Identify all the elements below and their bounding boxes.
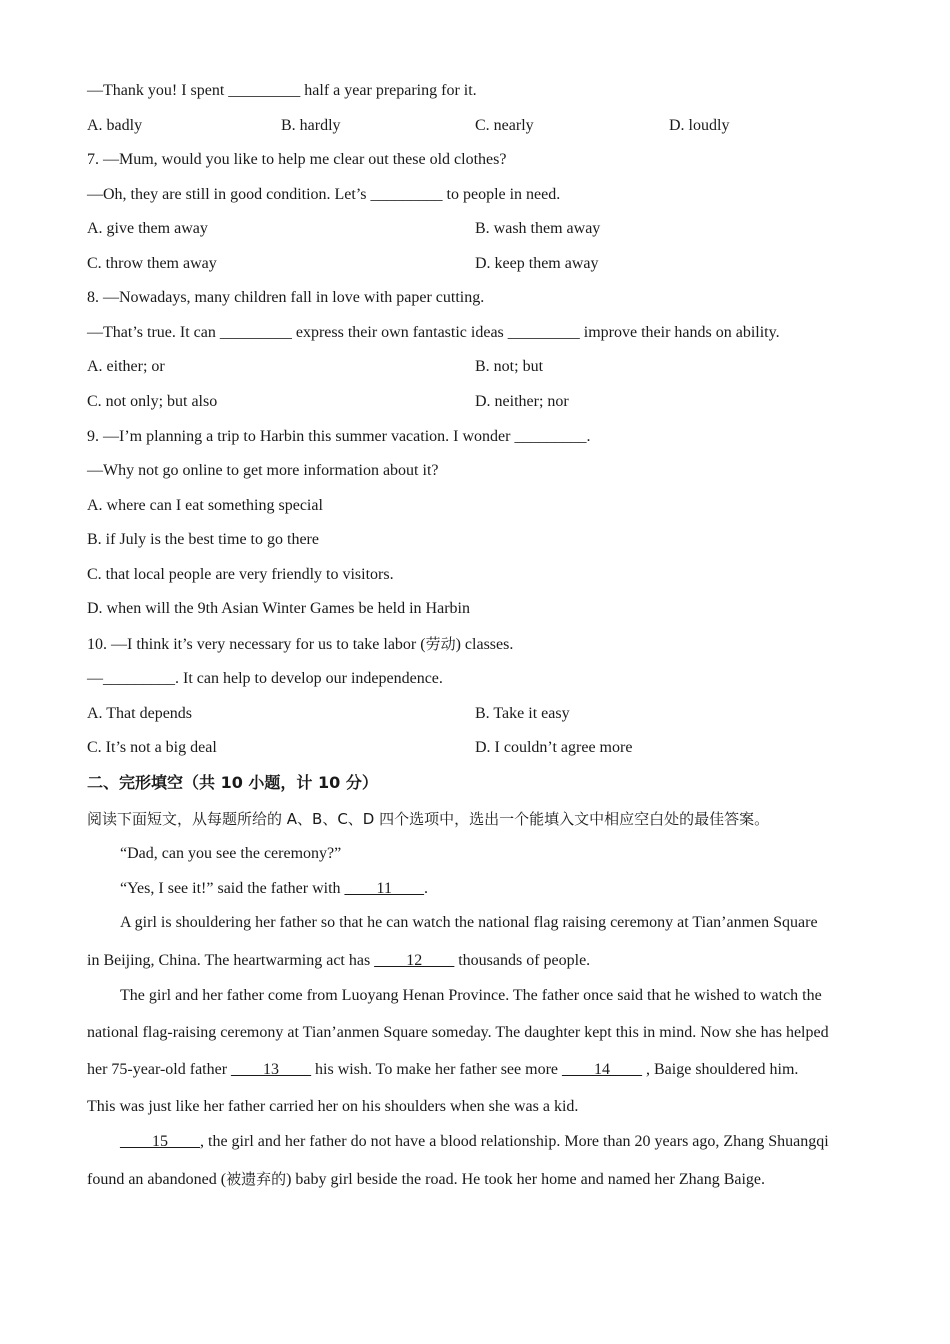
- q10-option-b: B. Take it easy: [475, 705, 570, 722]
- q8-option-a: A. either; or: [87, 358, 165, 375]
- q8-answer-line: —That’s true. It can _________ express their own fantastic ideas _________ improve their hands on ability.: [87, 324, 780, 341]
- q10-question-pre: 10. —I think it’s very necessary for us to take labor (: [87, 636, 426, 653]
- q10-option-d: D. I couldn’t agree more: [475, 739, 633, 756]
- p4-text-mid: his wish. To make her father see more: [311, 1061, 562, 1078]
- q9-question: 9. —I’m planning a trip to Harbin this summer vacation. I wonder _________.: [87, 428, 591, 445]
- q7-option-b: B. wash them away: [475, 220, 601, 237]
- passage-paragraph-5-line-2: [87, 1168, 765, 1191]
- blank-12: ____12____: [374, 952, 455, 969]
- q6-option-c: C. nearly: [475, 117, 534, 134]
- q6-option-d: D. loudly: [669, 117, 730, 134]
- p5-text-post: , the girl and her father do not have a blood relationship. More than 20 years ago, Zhang Shuangqi: [200, 1133, 829, 1150]
- blank-13: ____13____: [231, 1061, 312, 1078]
- blank-14: ____14____: [562, 1061, 642, 1078]
- q9-option-a: A. where can I eat something special: [87, 497, 323, 514]
- q6-answer-line: —Thank you! I spent _________ half a year preparing for it.: [87, 82, 477, 99]
- q8-option-b: B. not; but: [475, 358, 544, 375]
- q10-answer-line: —_________. It can help to develop our independence.: [87, 670, 443, 687]
- p2-text-post: .: [423, 880, 428, 897]
- q9-option-d: D. when will the 9th Asian Winter Games be held in Harbin: [87, 600, 470, 617]
- p3-text-post: thousands of people.: [454, 952, 591, 969]
- passage-paragraph-4-line-4: This was just like her father carried her on his shoulders when she was a kid.: [87, 1098, 579, 1115]
- q6-option-a: A. badly: [87, 117, 143, 134]
- q6-option-b: B. hardly: [281, 117, 341, 134]
- q7-option-a: A. give them away: [87, 220, 208, 237]
- q10-question-cjk: 劳动: [425, 635, 456, 653]
- passage-paragraph-4-line-3: [87, 1059, 798, 1081]
- q8-option-c: C. not only; but also: [87, 393, 218, 410]
- q9-option-c: C. that local people are very friendly to visitors.: [87, 566, 394, 583]
- q10-option-a: A. That depends: [87, 705, 193, 722]
- p2-text-pre: “Yes, I see it!” said the father with: [120, 880, 345, 897]
- section-2-instruction: 阅读下面短文，从每题所给的 A、B、C、D 四个选项中，选出一个能填入文中相应空白处的最佳答案。: [87, 810, 770, 828]
- q8-option-d: D. neither; nor: [475, 393, 569, 410]
- q10-question-post: ) classes.: [455, 636, 514, 653]
- p3-text-pre: in Beijing, China. The heartwarming act has: [87, 952, 375, 969]
- passage-paragraph-4-line-2: national flag-raising ceremony at Tian’anmen Square someday. The daughter kept this in mind. Now she has helped: [87, 1024, 829, 1041]
- q9-answer-line: —Why not go online to get more information about it?: [87, 462, 439, 479]
- section-2-title: 二、完形填空（共 10 小题，计 10 分）: [87, 773, 378, 792]
- q7-question: 7. —Mum, would you like to help me clear out these old clothes?: [87, 151, 507, 168]
- passage-paragraph-3-line-2: [87, 950, 590, 972]
- passage-paragraph-1: “Dad, can you see the ceremony?”: [120, 845, 342, 862]
- q7-option-d: D. keep them away: [475, 255, 599, 272]
- p5-text-post2: ) baby girl beside the road. He took her home and named her Zhang Baige.: [286, 1171, 766, 1188]
- q7-option-c: C. throw them away: [87, 255, 217, 272]
- q7-answer-line: —Oh, they are still in good condition. Let’s _________ to people in need.: [87, 186, 561, 203]
- q10-question: [87, 633, 513, 656]
- passage-paragraph-2: [87, 878, 428, 900]
- blank-15: ____15____: [120, 1133, 200, 1150]
- passage-paragraph-4-line-1: The girl and her father come from Luoyang Henan Province. The father once said that he wished to watch the: [120, 987, 822, 1004]
- p5-text-cjk: 被遗弃的: [226, 1170, 287, 1188]
- passage-paragraph-5-line-1: [87, 1131, 829, 1153]
- q9-option-b: B. if July is the best time to go there: [87, 531, 319, 548]
- p5-text-pre: found an abandoned (: [87, 1171, 227, 1188]
- q8-question: 8. —Nowadays, many children fall in love with paper cutting.: [87, 289, 485, 306]
- p4-text-post: , Baige shouldered him.: [642, 1061, 799, 1078]
- q10-option-c: C. It’s not a big deal: [87, 739, 217, 756]
- p4-text-pre: her 75-year-old father: [87, 1061, 232, 1078]
- blank-11: ____11____: [344, 880, 424, 897]
- passage-paragraph-3-line-1: A girl is shouldering her father so that he can watch the national flag raising ceremony at Tian’anmen Square: [120, 914, 818, 931]
